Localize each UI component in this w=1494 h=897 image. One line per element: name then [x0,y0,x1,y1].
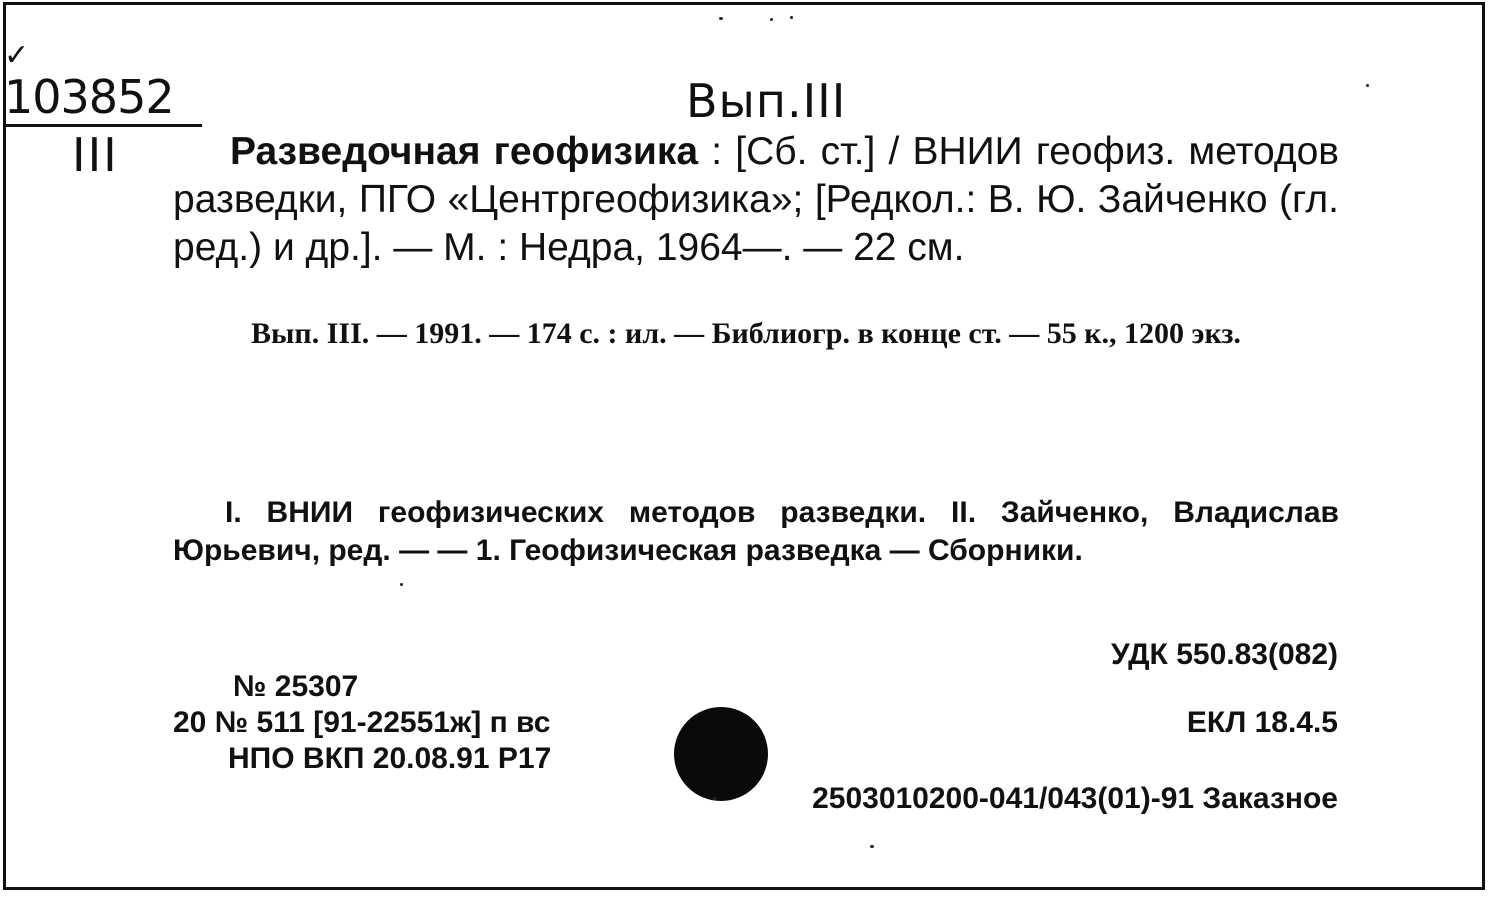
tracings [173,494,1339,570]
physical-description [173,316,1339,352]
udc-code: УДК 550.83(082) [1111,638,1338,671]
publisher-line: НПО ВКП 20.08.91 Р17 [228,742,552,775]
order-line: 20 № 511 [91-22551ж] п вс [173,706,551,739]
bibliographic-entry [173,128,1339,272]
ink-speck [400,583,403,586]
issue-heading: Вып.III [686,74,847,128]
entry-title: Разведочная геофизика [230,130,699,173]
ink-speck [1366,84,1369,87]
card-number: № 25307 [233,670,359,703]
description-text: Вып. III. — 1991. — 174 с. : ил. — Библиогр. в конце ст. — 55 к., 1200 экз. [251,317,1241,350]
call-number: 103852 [4,70,174,124]
eklsh-code: ЕКЛ 18.4.5 [1186,706,1338,739]
entry-details: : [Сб. ст.] / ВНИИ геофиз. методов разведки, ПГО «Центргеофизика»; [Редкол.: В. Ю. Зайченко (гл. ред.) и др.]. — М. : Недра, 1964—. — 22 см. [173,130,1340,269]
ink-speck [790,16,793,19]
ink-speck [770,18,773,21]
ink-speck [712,797,717,800]
call-number-underline [4,124,202,127]
tracings-text: I. ВНИИ геофизических методов разведки. II. Зайченко, Владислав Юрьевич, ред. — — 1. Геофизическая разведка — Сборники. [173,496,1339,567]
ink-speck [719,17,723,20]
call-number-suffix: III [72,128,119,182]
isbn-line: 2503010200-041/043(01)-91 Заказное [812,782,1338,815]
ink-speck [870,845,874,848]
punch-hole [674,707,768,801]
check-mark: ✓ [4,38,30,73]
